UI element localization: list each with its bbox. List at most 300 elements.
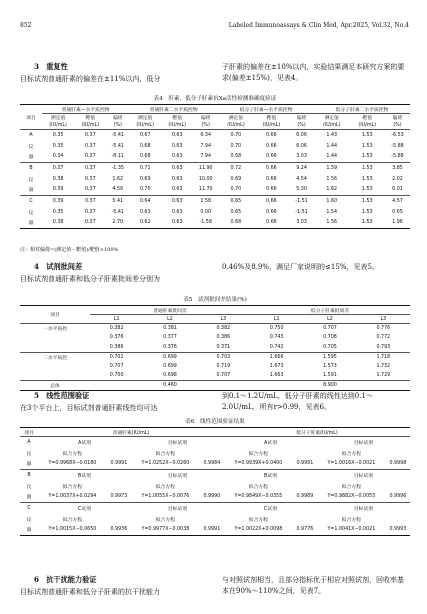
- table-cell: -5.88: [391, 143, 404, 149]
- table-6: [20, 427, 410, 536]
- row-label-char: B: [27, 472, 31, 478]
- page-number: 852: [20, 22, 32, 29]
- table-cell: 1.58: [200, 198, 212, 204]
- table-4-subheader: 靶值: [85, 116, 96, 122]
- table-cell: 0.63: [171, 154, 183, 160]
- table-cell: 1.53: [361, 220, 373, 226]
- table-cell: 0.37: [52, 165, 64, 171]
- table-cell: 0.66: [266, 132, 277, 138]
- table-cell: 0.66: [266, 198, 277, 204]
- table-cell: 0.460: [163, 383, 177, 388]
- table-4: [20, 104, 410, 229]
- section-6-text-right: 与对照试剂相当，且部分指标优于相应对照试剂，回收率基本在90%～110%之间，见表7。: [222, 576, 404, 595]
- table-cell: 0.63: [139, 209, 151, 215]
- table-4-subheader: 测定值: [137, 116, 153, 122]
- table-row: [20, 163, 410, 174]
- section-3-title: 3 重复性: [34, 62, 68, 71]
- table-5-group-1: 普通肝素批间差: [153, 308, 187, 314]
- table-4-subheader: 测定值: [228, 116, 244, 122]
- section-3-left: [20, 62, 206, 85]
- equation-cell: Y=1.0055X−0.0076: [141, 494, 190, 500]
- table-4-unit: (IU/mL): [322, 122, 341, 128]
- table-cell: 0.35: [52, 143, 64, 149]
- table-cell: 1.53: [361, 187, 373, 193]
- row-label-char: 仪: [28, 210, 34, 216]
- table-cell: 8.900: [323, 383, 337, 388]
- table-row: [20, 371, 410, 381]
- table-cell: 0.66: [266, 154, 277, 160]
- equation-cell: Y=1.0016X−0.0021: [327, 461, 376, 467]
- table-4-unit: (IU/mL): [227, 122, 245, 128]
- table-row: [20, 333, 410, 343]
- table-cell: 拟合方程: [341, 451, 361, 457]
- r-value-cell: 0.9996: [389, 494, 407, 500]
- table-cell: [107, 514, 131, 525]
- table-cell: 1.62: [112, 176, 124, 182]
- table-cell: 0.68: [139, 143, 151, 149]
- table-cell: 0.705: [323, 344, 337, 350]
- table-cell: 0.699: [163, 363, 177, 369]
- table-row: [20, 514, 410, 525]
- table-4-subheader: 靶值: [266, 116, 277, 122]
- table-cell: 0.66: [266, 209, 277, 215]
- section-5-text-left: 在3个平台上，目标试剂普通肝素线性均可达: [20, 404, 158, 412]
- table-cell: 0.65: [230, 198, 242, 204]
- table-cell: 拟合方程: [155, 484, 175, 490]
- table-cell: 0.66: [266, 220, 277, 226]
- table-cell: 4.59: [112, 187, 124, 193]
- table-cell: 7.94: [200, 154, 212, 160]
- table-cell: 0.70: [230, 132, 242, 138]
- table-cell: 0.68: [139, 154, 151, 160]
- table-cell: 1.43: [326, 132, 338, 138]
- table-cell: -1.51: [295, 209, 308, 215]
- equation-cell: Y=0.9939X+0.0400: [234, 461, 283, 467]
- table-cell: 0.63: [171, 132, 183, 138]
- table-cell: 1.53: [361, 165, 373, 171]
- row-label-char: C: [29, 198, 33, 204]
- table-4-unit: (%): [393, 122, 402, 128]
- table-cell: 1.53: [361, 198, 373, 204]
- table-cell: 0.38: [52, 220, 64, 226]
- table-cell: 3.03: [296, 220, 307, 226]
- table-cell: -5.41: [111, 209, 124, 215]
- table-row: [20, 174, 410, 185]
- table-cell: 11.90: [198, 165, 213, 171]
- table-cell: 1.595: [323, 354, 337, 360]
- table-cell: 0.39: [52, 198, 64, 204]
- equation-cell: Y=1.0252X−0.0260: [141, 461, 190, 467]
- table-cell: 0.707: [216, 373, 231, 378]
- table-4-unit: (%): [297, 122, 306, 128]
- table-row: [20, 470, 410, 481]
- section-6-text-left: 目标试剂普通肝素和低分子肝素的抗干扰能力: [20, 588, 160, 596]
- table-row: [20, 196, 410, 207]
- table-cell: 0.37: [84, 209, 96, 215]
- r-value-cell: 0.9991: [296, 461, 314, 467]
- table-5-item-header: 项目: [50, 313, 60, 318]
- table-cell: 11.70: [198, 187, 213, 193]
- table-cell: 3.85: [392, 165, 403, 171]
- table-cell: -8.11: [111, 154, 124, 160]
- table-cell: 1.591: [323, 373, 337, 378]
- row-label: [20, 371, 90, 381]
- table-cell: 0.71: [139, 165, 151, 171]
- table-cell: 1.53: [361, 176, 373, 182]
- table-cell: 6.01: [392, 187, 403, 193]
- row-label-char: 器: [26, 462, 32, 468]
- table-cell: 1.732: [376, 363, 391, 369]
- table-row: [20, 207, 410, 218]
- row-label: [20, 362, 90, 372]
- table-cell: 目标试剂: [167, 506, 188, 512]
- table-cell: 4.57: [392, 198, 403, 204]
- section-5-title: 5 线性范围验证: [34, 391, 90, 400]
- table-4-unit: (IU/mL): [358, 122, 377, 128]
- table-cell: 0.386: [216, 335, 231, 341]
- table-cell: 1.62: [326, 187, 338, 193]
- r-value-cell: 0.9989: [296, 494, 314, 500]
- section-4-text-left: 目标试剂普通肝素和低分子肝素批间差分别为: [20, 275, 160, 283]
- row-label-char: 仪: [26, 451, 32, 457]
- table-cell: 0.719: [216, 363, 231, 369]
- table-cell: 拟合方程: [341, 484, 361, 490]
- table-cell: 0.382: [216, 326, 231, 331]
- table-row: [20, 503, 410, 514]
- section-5-left: [20, 391, 206, 414]
- table-cell: 1.53: [361, 132, 373, 138]
- table-cell: 0.66: [266, 165, 277, 171]
- table-cell: 1.53: [361, 209, 373, 215]
- table-cell: 0.62: [139, 220, 151, 226]
- table-cell: -6.53: [391, 132, 404, 138]
- table-6-group-1: 普通肝素(IU/mL): [112, 430, 150, 436]
- table-cell: 0.37: [84, 154, 96, 160]
- table-4-caption: 表4 肝素、低分子肝素抗Xa活性检测准确度验证: [153, 96, 277, 102]
- table-cell: 0.37: [84, 132, 96, 138]
- table-cell: 0.34: [52, 154, 64, 160]
- table-cell: 1.60: [326, 198, 338, 204]
- table-cell: 0.63: [171, 209, 183, 215]
- table-cell: 0.707: [323, 326, 337, 331]
- table-cell: 拟合方程: [248, 517, 268, 523]
- table-cell: [107, 481, 131, 492]
- table-cell: 0.700: [109, 373, 124, 378]
- table-cell: 0.70: [230, 143, 242, 149]
- table-cell: 0.708: [323, 335, 337, 341]
- table-cell: 0.377: [163, 335, 177, 341]
- table-cell: 2.70: [112, 220, 124, 226]
- section-5-text-right: 到0.1～1.2U/mL，低分子肝素的线性达到0.1～2.0U/mL，所有r>0.99，见表6。: [222, 392, 373, 411]
- equation-cell: Y=1.0022X+0.0098: [234, 527, 283, 533]
- row-label-char: A: [27, 439, 31, 445]
- table-cell: 0.381: [163, 326, 177, 331]
- r-value-cell: 0.9936: [110, 527, 128, 533]
- table-cell: 1.59: [326, 165, 338, 171]
- row-label: 一水平质控: [43, 327, 67, 332]
- table-cell: 9.24: [296, 165, 307, 171]
- table-4-unit: (IU/mL): [168, 122, 187, 128]
- section-6-left: [20, 575, 206, 598]
- table-cell: 0.37: [84, 165, 96, 171]
- table-cell: 拟合方程: [62, 451, 82, 457]
- table-4-unit: (IU/mL): [49, 122, 67, 128]
- table-cell: 0.66: [266, 176, 277, 182]
- r-value-cell: 0.9991: [110, 461, 128, 467]
- table-4-unit: (%): [113, 122, 122, 128]
- table-4-unit: (IU/mL): [81, 122, 100, 128]
- table-cell: 0.702: [109, 354, 124, 360]
- table-row: [20, 324, 410, 334]
- table-row: [20, 352, 410, 362]
- table-cell: 1.56: [326, 220, 338, 226]
- table-5-lot-header: L1: [113, 316, 120, 322]
- table-4-note: 注：相对偏倚=(测定值－靶值)/靶值×100%: [20, 247, 119, 253]
- table-cell: 0.63: [171, 143, 183, 149]
- table-5-lot-header: L2: [327, 316, 333, 322]
- table-cell: [200, 481, 224, 492]
- table-cell: 0.63: [171, 220, 183, 226]
- table-cell: [386, 514, 410, 525]
- table-cell: 拟合方程: [341, 517, 361, 523]
- table-cell: 0.772: [376, 335, 391, 341]
- table-cell: 0.63: [171, 198, 183, 204]
- section-3-text-right: 子肝素的偏差在±10%以内，实验结果满足本研究方案的要求(偏差±15%)，见表4。: [222, 63, 405, 82]
- r-value-cell: 0.9993: [389, 527, 407, 533]
- table-cell: [293, 514, 317, 525]
- table-row: [20, 130, 410, 141]
- table-cell: [386, 481, 410, 492]
- table-cell: 1.718: [376, 354, 391, 360]
- table-6-item-header: 项目: [24, 430, 34, 436]
- row-label-char: 仪: [28, 144, 34, 150]
- table-cell: 目标试剂: [353, 440, 374, 446]
- table-cell: 0.776: [376, 326, 391, 331]
- row-label: 总体: [50, 384, 60, 389]
- table-cell: -5.88: [391, 154, 404, 160]
- table-cell: [386, 448, 410, 459]
- table-cell: 0.698: [163, 373, 177, 378]
- table-cell: 0.37: [84, 198, 96, 204]
- row-label-char: B: [29, 165, 33, 171]
- table-cell: 拟合方程: [248, 484, 268, 490]
- row-label-char: 器: [26, 495, 32, 501]
- table-cell: 1.53: [361, 143, 373, 149]
- table-cell: 目标试剂: [167, 473, 188, 479]
- table-cell: 1.56: [326, 176, 338, 182]
- table-cell: 0.65: [392, 209, 403, 215]
- table-row: [20, 525, 410, 536]
- row-label-char: 器: [28, 155, 34, 161]
- table-5-lot-header: L3: [220, 316, 227, 322]
- row-label: 二水平质控: [43, 355, 67, 361]
- table-cell: 0.68: [230, 154, 242, 160]
- table-4-subheader: 测定值: [50, 116, 66, 122]
- table-cell: 0.371: [216, 344, 231, 350]
- table-cell: 0.38: [52, 176, 64, 182]
- table-cell: 拟合方程: [155, 517, 175, 523]
- table-4-subheader: 测定值: [324, 116, 339, 122]
- table-cell: -5.41: [111, 132, 124, 138]
- table-cell: 拟合方程: [155, 451, 175, 457]
- table-cell: 目标试剂: [167, 440, 188, 446]
- table-cell: 拟合方程: [248, 451, 268, 457]
- r-value-cell: 0.9991: [203, 527, 221, 533]
- table-cell: B试剂: [264, 473, 277, 479]
- row-label-char: 仪: [26, 484, 32, 490]
- table-cell: 0.743: [269, 335, 284, 341]
- table-4-group-3: 低分子肝素—水平质控物: [239, 107, 293, 113]
- table-cell: [293, 448, 317, 459]
- table-cell: -1.35: [111, 165, 124, 171]
- table-cell: 1.44: [326, 143, 338, 149]
- table-cell: 0.37: [84, 187, 96, 193]
- table-cell: [107, 448, 131, 459]
- table-row: [20, 448, 410, 459]
- table-row: [20, 218, 410, 229]
- table-5-lot-header: L1: [273, 316, 280, 322]
- table-row: [20, 492, 410, 503]
- table-cell: C试剂: [78, 506, 91, 512]
- equation-cell: Y=0.9882X−0.0055: [327, 494, 376, 500]
- table-cell: 6.34: [200, 132, 212, 138]
- table-row: [20, 185, 410, 196]
- table-5: [20, 305, 410, 391]
- table-cell: 0.703: [216, 354, 231, 360]
- table-cell: 0.72: [230, 165, 242, 171]
- table-cell: 0.376: [163, 344, 177, 350]
- table-row: [20, 141, 410, 152]
- table-cell: 0.382: [109, 326, 124, 331]
- equation-cell: Y=1.0015X−0.0650: [48, 527, 97, 533]
- table-cell: 1.729: [376, 373, 391, 378]
- table-row: [20, 459, 410, 470]
- table-6-caption: 表6 线性范围验证结果: [185, 419, 245, 425]
- table-4-subheader: 偏倚: [392, 116, 403, 122]
- section-3-text-left: 目标试剂普通肝素的偏差在±11%以内，低分: [20, 75, 161, 83]
- table-cell: 0.69: [230, 176, 242, 182]
- r-value-cell: 0.9998: [389, 461, 407, 467]
- table-cell: 0.65: [230, 209, 242, 215]
- table-cell: A试剂: [264, 440, 277, 446]
- table-cell: 1.96: [392, 220, 403, 226]
- table-cell: B试剂: [78, 473, 91, 479]
- table-cell: 0.37: [84, 220, 96, 226]
- row-label-char: 仪: [28, 177, 34, 183]
- equation-cell: Y=0.9849X−0.0355: [234, 494, 283, 500]
- table-cell: 0.35: [52, 209, 64, 215]
- table-4-item-header: 项目: [26, 115, 36, 121]
- table-cell: 拟合方程: [62, 484, 82, 490]
- table-5-caption: 表5 试剂批间差结果(%): [183, 297, 247, 303]
- equation-cell: Y=1.0041X−0.0021: [327, 527, 376, 533]
- table-cell: 1.573: [323, 363, 337, 369]
- table-row-total: [20, 381, 410, 391]
- row-label: [20, 333, 90, 343]
- table-cell: 0.386: [109, 344, 124, 350]
- table-4-subheader: 靶值: [172, 116, 183, 122]
- table-cell: 6.06: [296, 132, 307, 138]
- table-4-group-1: 普通肝素—水平质控物: [61, 107, 110, 113]
- table-cell: 目标试剂: [353, 506, 374, 512]
- table-cell: 0.63: [171, 187, 183, 193]
- r-value-cell: 0.9990: [203, 494, 221, 500]
- table-cell: 7.94: [200, 143, 212, 149]
- row-label-char: C: [27, 505, 31, 511]
- table-4-unit: (IU/mL): [136, 122, 154, 128]
- table-cell: 2.02: [392, 176, 403, 182]
- row-label-char: 仪: [26, 517, 32, 523]
- table-6-group-2: 低分子肝素(IU/mL): [296, 430, 338, 436]
- table-cell: 0.37: [84, 176, 96, 182]
- table-4-group-4: 低分子肝素二水平质控物: [335, 107, 389, 113]
- table-cell: 0.750: [269, 326, 284, 331]
- table-cell: 1.673: [269, 363, 284, 369]
- equation-cell: Y=0.9968X−0.0180: [48, 461, 97, 467]
- table-cell: 0.376: [109, 335, 124, 341]
- table-4-unit: (IU/mL): [262, 122, 281, 128]
- table-cell: 拟合方程: [62, 517, 82, 523]
- table-cell: 1.663: [269, 373, 284, 378]
- table-cell: 目标试剂: [353, 473, 374, 479]
- table-cell: 1.666: [269, 354, 284, 360]
- section-4-title: 4 试剂批间差: [34, 262, 83, 271]
- table-cell: 0.39: [52, 187, 64, 193]
- table-cell: 0.00: [200, 209, 212, 215]
- table-cell: 1.44: [326, 154, 338, 160]
- equation-cell: Y=0.9977X−0.0038: [141, 527, 190, 533]
- table-cell: 0.793: [376, 344, 391, 350]
- table-row: [20, 481, 410, 492]
- table-cell: C试剂: [263, 506, 277, 512]
- table-cell: 0.63: [171, 176, 183, 182]
- table-cell: 1.54: [326, 209, 338, 215]
- table-4-subheader: 偏倚: [112, 116, 123, 122]
- table-row: [20, 437, 410, 448]
- table-cell: 0.67: [139, 132, 151, 138]
- table-cell: 0.70: [230, 187, 242, 193]
- table-4-subheader: 偏倚: [296, 116, 307, 122]
- table-row: [20, 362, 410, 372]
- table-cell: 0.37: [84, 143, 96, 149]
- table-cell: 0.707: [109, 363, 124, 369]
- r-value-cell: 0.9973: [110, 494, 128, 500]
- section-4-text-right: 0.46%及8.9%，满足厂家说明的≤15%，见表5。: [222, 263, 379, 271]
- row-label-char: 器: [28, 188, 34, 194]
- table-cell: [200, 448, 224, 459]
- row-label-char: 器: [26, 528, 32, 534]
- table-cell: 10.00: [198, 176, 213, 182]
- table-cell: 0.66: [266, 187, 277, 193]
- table-cell: 6.06: [296, 143, 307, 149]
- row-label-char: 器: [28, 221, 34, 227]
- table-cell: A试剂: [78, 440, 91, 446]
- journal-header: Labeled Immunoassays & Clin Med, Apr.2025, Vol.32, No.4: [228, 22, 409, 29]
- table-4-group-2: 普通肝素二水平质控物: [149, 107, 198, 113]
- table-4-unit: (%): [201, 122, 210, 128]
- row-label: [20, 343, 90, 353]
- row-label-char: A: [29, 132, 33, 138]
- table-row: [20, 152, 410, 163]
- table-cell: 3.03: [296, 154, 307, 160]
- table-5-lot-header: L3: [380, 316, 387, 322]
- table-cell: 4.54: [296, 176, 307, 182]
- table-5-group-2: 低分子肝素批间差: [310, 308, 350, 314]
- table-cell: 1.53: [361, 154, 373, 160]
- equation-cell: Y=1.0037X+0.0294: [48, 494, 97, 500]
- table-cell: 0.63: [171, 165, 183, 171]
- table-cell: 0.68: [230, 220, 242, 226]
